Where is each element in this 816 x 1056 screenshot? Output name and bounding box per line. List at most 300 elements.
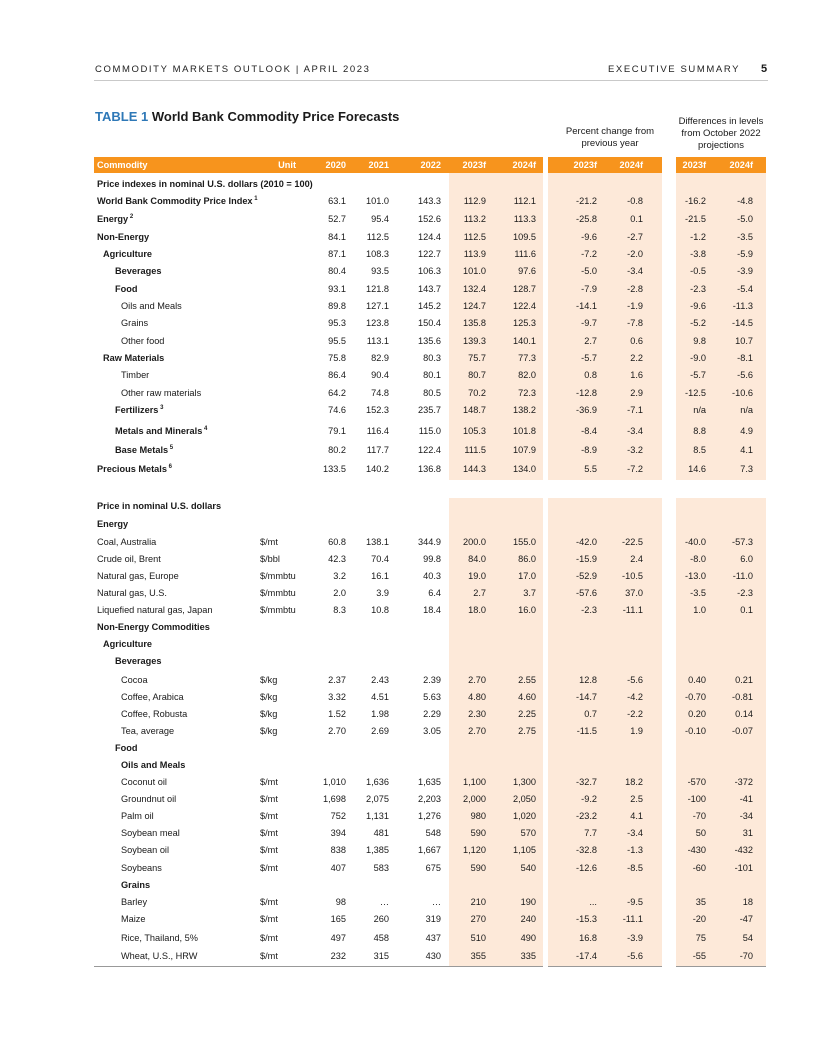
table-bottom-rule-pct [548,966,662,967]
row-label-text: Wheat, U.S., HRW [121,951,198,961]
data-cell: 121.8 [366,284,389,294]
row-unit: $/mt [260,933,278,943]
data-cell: 1.98 [371,709,389,719]
column-header-2023f: 2023f [462,160,486,170]
data-cell: 80.3 [423,353,441,363]
data-cell: -10.6 [732,388,753,398]
data-cell: 122.4 [418,445,441,455]
data-cell: 95.3 [328,318,346,328]
data-cell: 481 [373,828,389,838]
data-cell: -2.8 [627,284,643,294]
data-cell: 6.0 [740,554,753,564]
data-cell: -5.0 [737,214,753,224]
data-cell: -41 [739,794,753,804]
data-cell: 113.2 [463,214,486,224]
data-cell: 1,100 [463,777,486,787]
column-header-unit: Unit [278,160,296,170]
data-cell: -9.7 [581,318,597,328]
data-cell: -100 [687,794,706,804]
row-unit: $/mt [260,794,278,804]
data-cell: 2,203 [418,794,441,804]
data-cell: 10.8 [371,605,389,615]
data-cell: 3.7 [523,588,536,598]
data-cell: -5.4 [737,284,753,294]
data-cell: 135.6 [418,336,441,346]
row-label [121,759,185,771]
data-cell: 117.7 [366,445,389,455]
data-cell: 1,010 [323,777,346,787]
data-cell: 2.39 [423,675,441,685]
data-cell: -430 [687,845,706,855]
data-cell: 1,636 [366,777,389,787]
data-cell: -34 [739,811,753,821]
data-cell: 2.70 [468,675,486,685]
data-cell: 838 [330,845,346,855]
row-label-text: Palm oil [121,811,154,821]
row-label-text: Energy [97,214,129,224]
data-cell: 84.0 [468,554,486,564]
data-cell: 1,105 [513,845,536,855]
data-cell: 108.3 [366,249,389,259]
data-cell: 2.4 [630,554,643,564]
data-cell: 583 [373,863,389,873]
data-cell: 490 [520,933,536,943]
data-cell: -47 [739,914,753,924]
data-cell: 82.9 [371,353,389,363]
row-label-text: World Bank Commodity Price Index [97,196,253,206]
row-label [103,248,152,260]
data-cell: -4.2 [627,692,643,702]
data-cell: 31 [742,828,753,838]
data-cell: -14.5 [732,318,753,328]
data-cell: 0.20 [688,709,706,719]
data-cell: 80.1 [423,370,441,380]
data-cell: 95.5 [328,336,346,346]
data-cell: 113.1 [366,336,389,346]
data-cell: 122.7 [418,249,441,259]
row-label-text: Fertilizers [115,405,159,415]
data-cell: 5.63 [423,692,441,702]
column-header-2023f: 2023f [573,160,597,170]
data-cell: 64.2 [328,388,346,398]
data-cell: 319 [425,914,441,924]
data-cell: -1.9 [627,301,643,311]
data-cell: -4.8 [737,196,753,206]
data-cell: -32.8 [576,845,597,855]
data-cell: 77.3 [518,353,536,363]
data-cell: -2.0 [627,249,643,259]
data-cell: 101.0 [366,196,389,206]
row-label [97,587,167,599]
data-cell: 111.6 [514,249,536,259]
data-cell: -9.2 [581,794,597,804]
row-label-text: Oils and Meals [121,760,186,770]
data-cell: 3.2 [333,571,346,581]
row-label [121,810,154,822]
row-label-text: Coffee, Arabica [121,692,184,702]
data-cell: 79.1 [328,426,346,436]
column-header-2024f: 2024f [619,160,643,170]
row-label-text: Grains [121,318,149,328]
table-title [95,109,399,124]
data-cell: -8.9 [581,445,597,455]
data-cell: 0.14 [735,709,753,719]
data-cell: -3.4 [627,828,643,838]
data-cell: 37.0 [625,588,643,598]
data-cell: -0.8 [627,196,643,206]
data-cell: 200.0 [463,537,486,547]
data-cell: 80.5 [423,388,441,398]
data-cell: 355 [470,951,486,961]
data-cell: -25.8 [576,214,597,224]
data-cell: -2.3 [737,588,753,598]
data-cell: 1,385 [366,845,389,855]
column-header-2024f: 2024f [729,160,753,170]
row-label-text: Crude oil, Brent [97,554,161,564]
footnote-marker: 2 [128,213,134,220]
data-cell: 87.1 [328,249,346,259]
data-cell: -5.9 [737,249,753,259]
data-cell: 138.2 [513,405,536,415]
row-label [121,335,164,347]
row-unit: $/mt [260,828,278,838]
data-cell: 1,276 [418,811,441,821]
data-cell: 510 [470,933,486,943]
data-cell: 2.7 [473,588,486,598]
data-cell: 2,075 [366,794,389,804]
data-cell: 63.1 [328,196,346,206]
data-cell: -32.7 [576,777,597,787]
data-cell: -8.1 [737,353,753,363]
data-cell: 60.8 [328,537,346,547]
data-cell: 140.2 [366,464,389,474]
row-label [97,231,149,243]
row-label-text: Soybeans [121,863,162,873]
data-cell: 101.8 [513,426,536,436]
row-label-text: Natural gas, Europe [97,571,179,581]
row-label-text: Liquefied natural gas, Japan [97,605,213,615]
data-cell: 2.25 [518,709,536,719]
section-title: EXECUTIVE SUMMARY [608,64,741,75]
data-cell: 540 [520,863,536,873]
data-cell: -0.10 [685,726,706,736]
row-label-text: Other raw materials [121,388,202,398]
data-cell: 113.9 [463,249,486,259]
data-cell: -1.3 [627,845,643,855]
row-unit: $/mmbtu [260,571,296,581]
data-cell: 4.1 [740,445,753,455]
data-cell: -12.5 [685,388,706,398]
data-cell: 210 [470,897,486,907]
data-cell: 135.8 [463,318,486,328]
data-cell: 2.70 [468,726,486,736]
data-cell: 6.4 [428,588,441,598]
data-cell: 335 [520,951,536,961]
data-cell: 145.2 [418,301,441,311]
row-label [97,604,212,616]
row-label [121,932,198,944]
row-unit: $/mt [260,811,278,821]
row-label-text: Metals and Minerals [115,426,203,436]
column-header-2024f: 2024f [512,160,536,170]
data-cell: 18 [742,897,753,907]
row-unit: $/mmbtu [260,588,296,598]
data-cell: -52.9 [576,571,597,581]
row-label-text: Energy [97,519,129,529]
data-cell: 1.52 [328,709,346,719]
page-number: 5 [761,63,768,75]
row-label-text: Rice, Thailand, 5% [121,933,198,943]
data-cell: -42.0 [576,537,597,547]
row-unit: $/kg [260,726,278,736]
data-cell: 101.0 [463,266,486,276]
data-cell: 40.3 [423,571,441,581]
data-cell: -11.5 [576,726,597,736]
data-cell: -0.07 [732,726,753,736]
data-cell: -7.2 [627,464,643,474]
data-cell: 2.43 [371,675,389,685]
row-unit: $/kg [260,675,278,685]
row-label-text: Non-Energy [97,232,150,242]
header-rule [94,80,768,81]
data-cell: 133.5 [323,464,346,474]
row-label-text: Agriculture [103,249,153,259]
data-cell: 82.0 [518,370,536,380]
data-cell: 1,131 [366,811,389,821]
data-cell: -17.4 [576,951,597,961]
data-cell: -14.1 [576,301,597,311]
data-cell: -11.1 [622,605,643,615]
data-cell: -70 [692,811,706,821]
data-cell: 590 [470,863,486,873]
data-cell: -2.3 [690,284,706,294]
row-label-text: Grains [121,880,151,890]
row-label [115,404,163,416]
row-unit: $/mt [260,845,278,855]
data-cell: -15.3 [576,914,597,924]
footnote-marker: 6 [166,463,172,470]
data-cell: -36.9 [576,405,597,415]
row-label [115,425,207,437]
data-cell: 80.2 [328,445,346,455]
data-cell: -23.2 [576,811,597,821]
data-cell: 437 [425,933,441,943]
row-label [97,570,179,582]
data-cell: 2.9 [630,388,643,398]
row-label-text: Tea, average [121,726,175,736]
data-cell: 4.51 [371,692,389,702]
data-cell: 407 [330,863,346,873]
row-label [115,283,137,295]
data-cell: 1,300 [513,777,536,787]
data-cell: 165 [330,914,346,924]
row-label [121,950,197,962]
data-cell: 1,698 [323,794,346,804]
data-cell: 112.5 [463,232,486,242]
data-cell: 590 [470,828,486,838]
data-cell: 111.5 [464,445,486,455]
data-cell: 1.9 [630,726,643,736]
data-cell: 93.1 [328,284,346,294]
row-label [97,621,210,633]
data-cell: -3.9 [627,933,643,943]
data-cell: -5.6 [627,951,643,961]
column-header-2023f: 2023f [682,160,706,170]
row-label [121,913,146,925]
data-cell: -21.2 [576,196,597,206]
data-cell: 139.3 [463,336,486,346]
data-cell: 675 [425,863,441,873]
data-cell: 105.3 [463,426,486,436]
data-cell: -11.3 [732,301,753,311]
row-unit: $/mmbtu [260,605,296,615]
data-cell: 3.9 [376,588,389,598]
data-cell: 4.1 [630,811,643,821]
data-cell: 90.4 [371,370,389,380]
data-cell: -0.70 [685,692,706,702]
data-cell: -5.6 [737,370,753,380]
data-cell: 2,000 [463,794,486,804]
data-cell: 70.4 [371,554,389,564]
row-label-text: Food [115,743,138,753]
row-label-text: Agriculture [103,639,153,649]
data-cell: 112.1 [513,196,536,206]
data-cell: 2.37 [328,675,346,685]
column-header-2021: 2021 [368,160,389,170]
data-cell: 2.70 [328,726,346,736]
data-cell: 2,050 [513,794,536,804]
row-label-text: Beverages [115,656,162,666]
data-cell: 50 [695,828,706,838]
data-cell: -8.5 [627,863,643,873]
data-cell: -3.9 [737,266,753,276]
data-cell: 10.7 [735,336,753,346]
footnote-marker: 4 [202,425,208,432]
data-cell: 1,667 [418,845,441,855]
data-cell: 497 [330,933,346,943]
row-label [121,896,147,908]
data-cell: 16.1 [371,571,389,581]
data-cell: 125.3 [513,318,536,328]
row-label [97,463,172,475]
data-cell: 98 [335,897,346,907]
row-unit: $/mt [260,777,278,787]
data-cell: 152.3 [366,405,389,415]
row-label-text: Soybean oil [121,845,170,855]
data-cell: 86.4 [328,370,346,380]
data-cell: 74.8 [371,388,389,398]
data-cell: 127.1 [366,301,389,311]
data-cell: 1,635 [418,777,441,787]
data-cell: … [431,897,441,907]
data-cell: 270 [470,914,486,924]
row-label [115,655,161,667]
data-cell: -9.6 [581,232,597,242]
data-cell: 0.6 [630,336,643,346]
row-label [115,742,137,754]
data-cell: -7.1 [627,405,643,415]
data-cell: 1.0 [693,605,706,615]
row-label [121,691,184,703]
row-label-text: Coffee, Robusta [121,709,188,719]
data-cell: 152.6 [418,214,441,224]
data-cell: -7.9 [581,284,597,294]
footnote-marker: 1 [252,195,258,202]
data-cell: 2.30 [468,709,486,719]
data-cell: 430 [425,951,441,961]
data-cell: -2.7 [627,232,643,242]
data-cell: 124.7 [463,301,486,311]
data-cell: 80.4 [328,266,346,276]
data-cell: 240 [520,914,536,924]
data-cell: 0.1 [630,214,643,224]
table-label: TABLE 1 [95,109,149,124]
row-label-text: Food [115,284,138,294]
row-unit: $/mt [260,897,278,907]
data-cell: 99.8 [423,554,441,564]
data-cell: -16.2 [685,196,706,206]
data-cell: 42.3 [328,554,346,564]
data-cell: 74.6 [328,405,346,415]
row-label-text: Barley [121,897,148,907]
data-cell: 4.60 [518,692,536,702]
row-unit: $/kg [260,709,278,719]
row-label-text: Cocoa [121,675,148,685]
data-cell: 8.3 [333,605,346,615]
data-cell: 3.05 [423,726,441,736]
data-cell: -2.2 [627,709,643,719]
data-cell: -7.8 [627,318,643,328]
data-cell: 1.6 [630,370,643,380]
data-cell: ... [589,897,597,907]
row-label-text: Maize [121,914,146,924]
row-label [121,674,148,686]
data-cell: 8.5 [693,445,706,455]
data-cell: -5.0 [581,266,597,276]
row-label-text: Groundnut oil [121,794,177,804]
table-title-text: World Bank Commodity Price Forecasts [151,109,400,124]
data-cell: -5.2 [690,318,706,328]
row-unit: $/mt [260,537,278,547]
row-label [103,352,164,364]
data-cell: 2.7 [584,336,597,346]
table-bottom-rule-diff [676,966,766,967]
data-cell: 128.7 [513,284,536,294]
row-label-text: Base Metals [115,445,169,455]
data-cell: -55 [692,951,706,961]
data-cell: 0.7 [584,709,597,719]
data-cell: -3.5 [690,588,706,598]
column-header-commodity: Commodity [97,160,148,170]
data-cell: 16.0 [518,605,536,615]
row-unit: $/mt [260,914,278,924]
data-cell: -1.2 [690,232,706,242]
data-cell: -13.0 [685,571,706,581]
row-label [97,178,313,190]
data-cell: 89.8 [328,301,346,311]
row-label [115,444,173,456]
data-cell: 143.7 [418,284,441,294]
data-cell: -7.2 [581,249,597,259]
data-cell: 18.2 [625,777,643,787]
data-cell: 75.7 [468,353,486,363]
table-bottom-rule [94,966,543,967]
data-cell: 134.0 [513,464,536,474]
row-label [121,317,148,329]
data-cell: 116.4 [366,426,389,436]
data-cell: 458 [373,933,389,943]
data-cell: 4.9 [740,426,753,436]
